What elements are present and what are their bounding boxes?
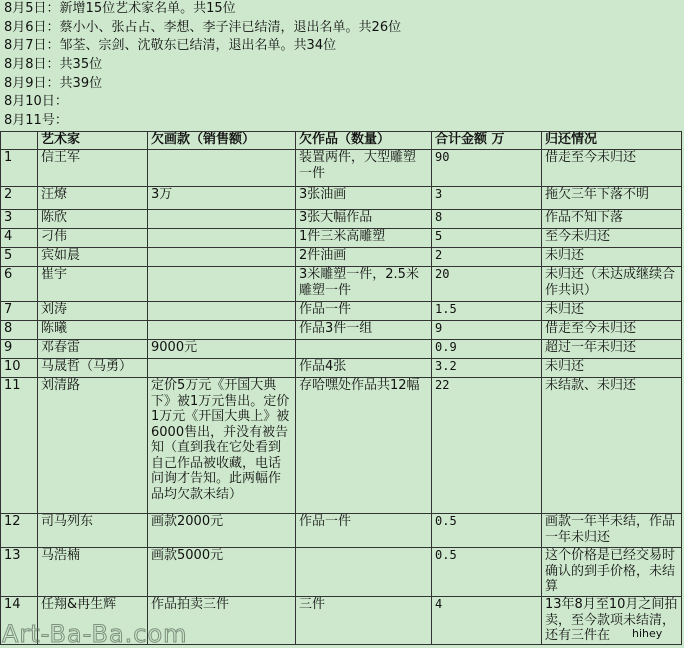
table-row [1,514,682,548]
cell-unpaid-sales [148,359,296,378]
cell-unpaid-sales: 3万 [148,187,296,210]
cell-unreturned-works: 三件 [296,597,432,645]
column-header-total-amount: 合计金额 万 [432,132,542,150]
cell-artist: 刘涛 [38,302,148,321]
table-row [1,548,682,597]
cell-artist: 崔宇 [38,267,148,302]
cell-index: 13 [1,548,38,597]
log-lines [0,0,684,131]
cell-unreturned-works: 存哈嘿处作品共12幅 [296,378,432,514]
cell-total-amount: 8 [432,210,542,229]
cell-return-status: 至今未归还 [542,229,682,248]
cell-return-status: 这个价格是已经交易时确认的到手价格，未结算 [542,548,682,597]
table-header-row [1,132,682,150]
cell-unreturned-works: 3张大幅作品 [296,210,432,229]
cell-artist: 信王军 [38,150,148,187]
corner-label: hihey [632,627,663,640]
cell-unreturned-works [296,340,432,359]
cell-index: 9 [1,340,38,359]
cell-total-amount: 1.5 [432,302,542,321]
cell-index: 2 [1,187,38,210]
cell-unreturned-works: 2件油画 [296,248,432,267]
table-row [1,267,682,302]
cell-unreturned-works [296,548,432,597]
table-row [1,150,682,187]
cell-return-status: 未归还（未达成继续合作共识） [542,267,682,302]
cell-unpaid-sales: 画款5000元 [148,548,296,597]
cell-return-status: 画款一年半未结，作品一年未归还 [542,514,682,548]
cell-total-amount: 0.5 [432,548,542,597]
table-row [1,340,682,359]
cell-total-amount: 5 [432,229,542,248]
cell-total-amount: 0.5 [432,514,542,548]
cell-index: 5 [1,248,38,267]
column-header-artist: 艺术家 [38,132,148,150]
cell-return-status: 未结款、未归还 [542,378,682,514]
cell-artist: 马晟哲（马勇） [38,359,148,378]
cell-unpaid-sales: 定价5万元《开国大典下》被1万元售出。定价1万元《开国大典上》被6000售出，并没有被告知（直到我在它处看到自己作品被收藏，电话问询才告知。此两幅作品均欠款未结） [148,378,296,514]
cell-artist: 陈曦 [38,321,148,340]
table-row [1,359,682,378]
cell-artist: 司马列东 [38,514,148,548]
cell-index: 11 [1,378,38,514]
cell-artist: 陈欣 [38,210,148,229]
cell-total-amount: 2 [432,248,542,267]
cell-unpaid-sales: 画款2000元 [148,514,296,548]
table-row [1,378,682,514]
cell-unpaid-sales [148,248,296,267]
log-line: 8月7日：邹荃、宗剑、沈敬东已结清，退出名单。共34位 [4,38,337,54]
cell-artist: 任翔&冉生辉 [38,597,148,645]
cell-unreturned-works: 1件三米高雕塑 [296,229,432,248]
cell-index: 1 [1,150,38,187]
cell-unpaid-sales [148,229,296,248]
cell-total-amount: 90 [432,150,542,187]
cell-total-amount: 0.9 [432,340,542,359]
cell-return-status: 作品不知下落 [542,210,682,229]
cell-artist: 刁伟 [38,229,148,248]
cell-index: 4 [1,229,38,248]
table-row [1,187,682,210]
cell-index: 7 [1,302,38,321]
cell-return-status: 借走至今未归还 [542,321,682,340]
log-line: 8月10日： [4,94,68,110]
cell-unreturned-works: 3张油画 [296,187,432,210]
table-row [1,210,682,229]
log-line: 8月8日：共35位 [4,57,103,73]
table-row [1,321,682,340]
cell-unreturned-works: 作品一件 [296,302,432,321]
cell-total-amount: 9 [432,321,542,340]
log-line: 8月11号： [4,113,68,129]
cell-unreturned-works: 作品4张 [296,359,432,378]
cell-artist: 汪燎 [38,187,148,210]
cell-unpaid-sales: 作品拍卖三件 [148,597,296,645]
cell-return-status: 未归还 [542,302,682,321]
table-row [1,302,682,321]
table-row [1,248,682,267]
cell-return-status: 超过一年未归还 [542,340,682,359]
cell-artist: 刘清路 [38,378,148,514]
table-body [1,150,682,645]
cell-unpaid-sales [148,302,296,321]
cell-index: 10 [1,359,38,378]
cell-return-status: 13年8月至10月之间拍卖，至今款项未结清，还有三件在 [542,597,682,645]
cell-unpaid-sales [148,267,296,302]
watermark-logo: Art-Ba-Ba.com [2,620,188,648]
cell-unpaid-sales [148,321,296,340]
column-header-unreturned-works: 欠作品（数量） [296,132,432,150]
column-header-return-status: 归还情况 [542,132,682,150]
cell-index: 14 [1,597,38,645]
table-row [1,229,682,248]
cell-return-status: 拖欠三年下落不明 [542,187,682,210]
log-line: 8月6日：蔡小小、张占占、李想、李子沣已结清，退出名单。共26位 [4,19,402,35]
artist-debt-table [0,131,682,645]
cell-total-amount: 20 [432,267,542,302]
cell-unpaid-sales [148,210,296,229]
log-line: 8月9日：共39位 [4,75,103,91]
cell-artist: 邓春雷 [38,340,148,359]
cell-unreturned-works: 作品一件 [296,514,432,548]
cell-total-amount: 3 [432,187,542,210]
cell-index: 8 [1,321,38,340]
cell-unpaid-sales: 9000元 [148,340,296,359]
cell-total-amount: 3.2 [432,359,542,378]
cell-index: 12 [1,514,38,548]
cell-unreturned-works: 装置两件，大型雕塑一件 [296,150,432,187]
column-header-index [1,132,38,150]
cell-artist: 马浩楠 [38,548,148,597]
cell-unreturned-works: 作品3件一组 [296,321,432,340]
cell-unpaid-sales [148,150,296,187]
log-line: 8月5日：新增15位艺术家名单。共15位 [4,1,236,16]
cell-return-status: 借走至今未归还 [542,150,682,187]
cell-index: 6 [1,267,38,302]
column-header-unpaid-sales: 欠画款（销售额） [148,132,296,150]
cell-total-amount: 4 [432,597,542,645]
cell-return-status: 未归还 [542,359,682,378]
cell-return-status: 未归还 [542,248,682,267]
cell-index: 3 [1,210,38,229]
cell-artist: 宾如晨 [38,248,148,267]
cell-unreturned-works: 3米雕塑一件，2.5米雕塑一件 [296,267,432,302]
cell-total-amount: 22 [432,378,542,514]
